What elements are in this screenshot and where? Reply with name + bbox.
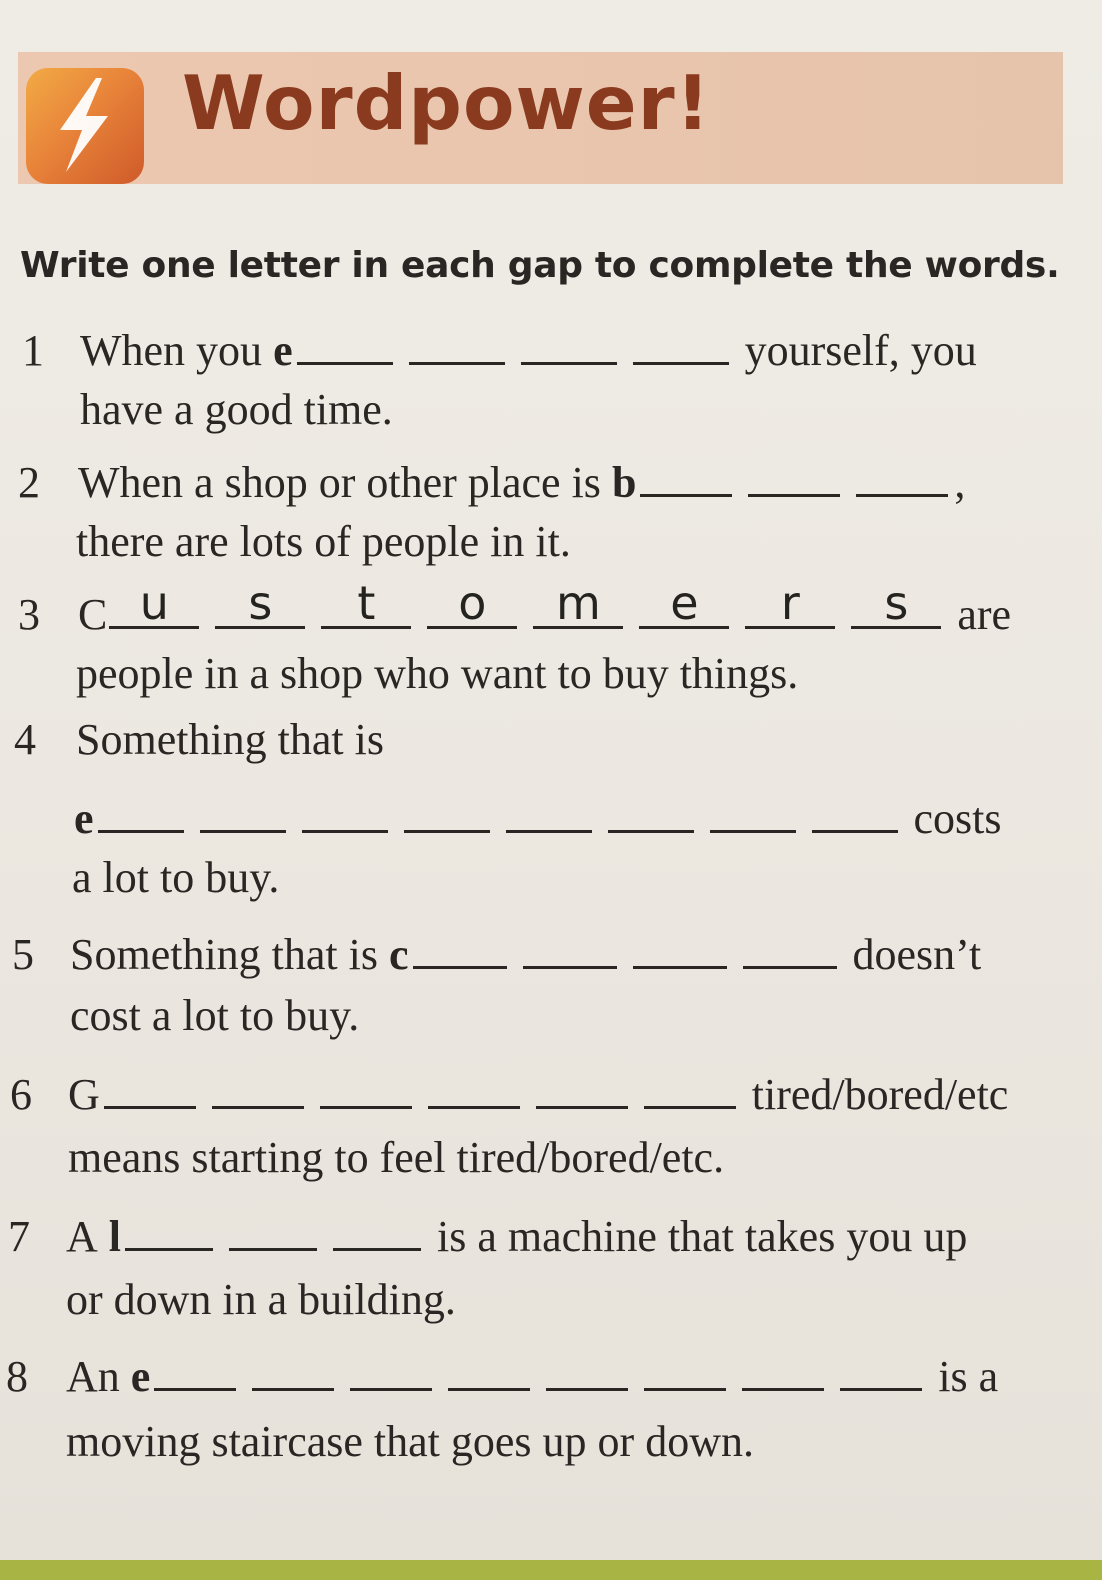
letter-gap[interactable] (229, 1208, 317, 1251)
letter-gap[interactable] (302, 790, 388, 833)
letter-gap[interactable] (320, 1066, 412, 1109)
letter-gap[interactable] (215, 576, 305, 630)
item-continuation: have a good time. (80, 385, 393, 434)
letter-gap[interactable] (644, 1066, 736, 1109)
letter-gap[interactable] (125, 1208, 213, 1251)
item-first-letter: e (74, 794, 94, 843)
letter-gap[interactable] (644, 1348, 726, 1391)
item-number: 3 (18, 590, 40, 639)
letter-gap[interactable] (745, 576, 835, 630)
item-continuation: a lot to buy. (72, 853, 280, 902)
item-continuation: people in a shop who want to buy things. (76, 649, 799, 698)
item-3 (18, 576, 1012, 639)
item-prefix: Something that is (76, 715, 384, 764)
item-suffix: tired/bored/etc (751, 1070, 1009, 1119)
item-first-letter: C (78, 590, 108, 639)
letter-gap[interactable] (633, 322, 729, 365)
item-continuation: moving staircase that goes up or down. (66, 1417, 754, 1466)
instruction: Write one letter in each gap to complete the words. (20, 245, 1060, 286)
letter-gap[interactable] (633, 926, 727, 969)
item-2 (18, 454, 965, 505)
letter-gap[interactable] (710, 790, 796, 833)
item-suffix: costs (913, 794, 1002, 843)
item-continuation: there are lots of people in it. (76, 517, 571, 566)
letter-gap[interactable] (104, 1066, 196, 1109)
letter-gap[interactable] (409, 322, 505, 365)
handwritten-letter: s (248, 576, 273, 630)
item-prefix: A (66, 1212, 98, 1261)
letter-gap[interactable] (200, 790, 286, 833)
letter-gap[interactable] (856, 454, 948, 497)
letter-gap[interactable] (427, 576, 517, 630)
item-4 (14, 715, 384, 764)
item-number: 6 (10, 1070, 32, 1119)
letter-gap[interactable] (639, 576, 729, 630)
letter-gap[interactable] (533, 576, 623, 630)
item-8 (6, 1348, 998, 1399)
item-5 (12, 926, 981, 977)
handwritten-letter: t (357, 576, 376, 630)
page-title: Wordpower! (182, 59, 711, 147)
item-4-gaps (74, 790, 1002, 841)
item-suffix: doesn’t (852, 930, 982, 979)
item-6 (10, 1066, 1008, 1117)
letter-gap[interactable] (536, 1066, 628, 1109)
letter-gap[interactable] (404, 790, 490, 833)
item-1 (22, 322, 977, 373)
letter-gap[interactable] (546, 1348, 628, 1391)
item-number: 8 (6, 1352, 28, 1401)
item-first-letter: b (611, 458, 637, 507)
letter-gap[interactable] (506, 790, 592, 833)
handwritten-letter: s (884, 576, 909, 630)
item-number: 5 (12, 930, 34, 979)
letter-gap[interactable] (350, 1348, 432, 1391)
handwritten-letter: u (139, 576, 169, 630)
item-first-letter: G (68, 1070, 100, 1119)
item-prefix: When a shop or other place is (78, 458, 601, 507)
item-suffix: is a (938, 1352, 999, 1401)
handwritten-letter: e (670, 576, 699, 630)
letter-gap[interactable] (742, 1348, 824, 1391)
letter-gap[interactable] (109, 576, 199, 630)
handwritten-letter: o (458, 576, 487, 630)
item-first-letter: e (130, 1352, 151, 1401)
item-7 (8, 1208, 967, 1259)
letter-gap[interactable] (212, 1066, 304, 1109)
letter-gap[interactable] (297, 322, 393, 365)
letter-gap[interactable] (748, 454, 840, 497)
letter-gap[interactable] (413, 926, 507, 969)
handwritten-letter: m (555, 576, 601, 630)
letter-gap[interactable] (98, 790, 184, 833)
letter-gap[interactable] (840, 1348, 922, 1391)
letter-gap[interactable] (448, 1348, 530, 1391)
item-suffix: yourself, you (744, 326, 977, 375)
item-suffix: is a machine that takes you up (437, 1212, 968, 1261)
letter-gap[interactable] (640, 454, 732, 497)
item-suffix: are (957, 590, 1012, 639)
letter-gap[interactable] (523, 926, 617, 969)
item-number: 7 (8, 1212, 30, 1261)
item-first-letter: l (108, 1212, 122, 1261)
letter-gap[interactable] (154, 1348, 236, 1391)
letter-gap[interactable] (812, 790, 898, 833)
handwritten-letter: r (780, 576, 800, 630)
letter-gap[interactable] (333, 1208, 421, 1251)
footer-strip (0, 1560, 1102, 1580)
letter-gap[interactable] (428, 1066, 520, 1109)
item-first-letter: c (389, 930, 409, 979)
item-continuation: or down in a building. (66, 1275, 456, 1324)
letter-gap[interactable] (521, 322, 617, 365)
item-prefix: When you (80, 326, 263, 375)
letter-gap[interactable] (252, 1348, 334, 1391)
item-number: 2 (18, 458, 40, 507)
letter-gap[interactable] (743, 926, 837, 969)
letter-gap[interactable] (608, 790, 694, 833)
item-continuation: cost a lot to buy. (70, 991, 360, 1040)
item-first-letter: e (273, 326, 293, 375)
wordpower-logo (26, 68, 144, 184)
item-continuation: means starting to feel tired/bored/etc. (68, 1133, 725, 1182)
letter-gap[interactable] (321, 576, 411, 630)
item-prefix: An (66, 1352, 120, 1401)
item-number: 4 (14, 715, 36, 764)
item-prefix: Something that is (70, 930, 378, 979)
letter-gap[interactable] (851, 576, 941, 630)
lightning-bolt-icon (26, 68, 144, 184)
item-number: 1 (22, 326, 44, 375)
item-suffix: , (954, 458, 966, 507)
